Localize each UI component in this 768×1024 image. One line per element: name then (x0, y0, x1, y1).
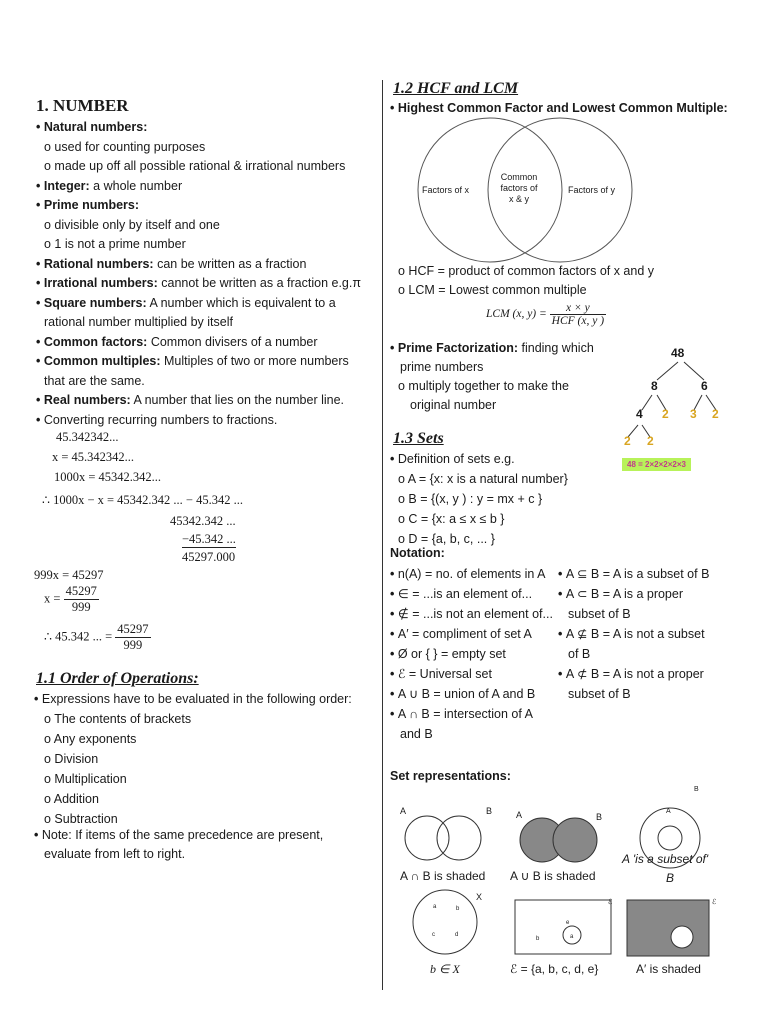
intersection-caption: A ∩ B is shaded (400, 869, 486, 883)
tree-node: 8 (651, 379, 658, 393)
notation-item: • A ⊈ B = A is not a subset (558, 624, 709, 644)
term: Common multiples: (43, 354, 161, 368)
pf-sub: o multiply together to make the (398, 379, 569, 393)
fraction-denominator: 999 (123, 638, 143, 652)
term: Prime Factorization: (397, 341, 519, 355)
term: Integer: (43, 178, 90, 193)
universal-caption: ℰ = {a, b, c, d, e} (510, 962, 599, 976)
definition-subitem: o made up off all possible rational & irrational numbers (44, 159, 346, 173)
math-line: 999x = 45297 (34, 568, 104, 582)
definition-subitem: o 1 is not a prime number (44, 237, 186, 251)
notation-item: • A ⊆ B = A is a subset of B (558, 564, 709, 584)
set-representations-title: Set representations: (390, 769, 511, 783)
notation-item: • A ⊄ B = A is not a proper (558, 664, 709, 684)
definition-subitem: o divisible only by itself and one (44, 217, 220, 232)
notation-item: subset of B (568, 687, 631, 701)
math-line: 45.342342... (56, 430, 119, 444)
term-text: finding which (518, 341, 594, 355)
tree-root: 48 (671, 346, 685, 360)
prime-factorization (390, 339, 594, 359)
math-fraction-result (44, 622, 151, 653)
tree-node: 6 (701, 379, 708, 393)
notation-item: • n(A) = no. of elements in A (390, 564, 553, 584)
set-definition: o A = {x: x is a natural number} (398, 472, 568, 486)
venn-label-common (496, 172, 542, 205)
definition-item (36, 274, 361, 294)
math-fraction-x (44, 584, 99, 615)
math-line: 45297.000 (182, 550, 236, 564)
label-a: A (516, 810, 523, 820)
tree-leaf: 2 (712, 407, 719, 421)
math-line: ∴ 1000x − x = 45342.342 ... − 45.342 ... (42, 493, 243, 507)
notation-title: Notation: (390, 546, 445, 560)
section-title-order: 1.1 Order of Operations: (36, 670, 199, 687)
subset-caption: A 'is a subset of' (622, 852, 709, 866)
term: Real numbers: (43, 393, 131, 407)
term: Common factors: (43, 334, 148, 349)
label-a: A (400, 806, 407, 816)
union-diagram (520, 818, 597, 862)
element-b: b (536, 936, 540, 942)
notation-item: • A ∪ B = union of A and B (390, 684, 553, 704)
definition-item (36, 294, 361, 314)
section-title-sets: 1.3 Sets (393, 430, 444, 447)
order-list (44, 709, 191, 829)
notation-item: • A ∩ B = intersection of A (390, 704, 553, 724)
number-definitions (36, 118, 361, 430)
universal-diagram (515, 900, 611, 954)
lcm-formula-left: LCM (x, y) = (486, 308, 547, 321)
label-a: A (666, 808, 671, 815)
venn-common-line: x & y (508, 194, 529, 204)
notation-item: and B (400, 727, 433, 741)
factor-result: 48 = 2×2×2×2×3 (622, 458, 691, 471)
definition-item (36, 352, 361, 372)
notation-item: • A ⊂ B = A is a proper (558, 584, 709, 604)
element-diagram (413, 890, 477, 954)
lcm-definition: o LCM = Lowest common multiple (398, 283, 587, 297)
term-text: can be written as a fraction (153, 256, 307, 271)
notation-item: • A′ = compliment of set A (390, 624, 553, 644)
definition-item (36, 391, 361, 411)
term: Natural numbers: (43, 120, 148, 134)
element-e: e (566, 920, 570, 926)
tree-leaf: 2 (662, 407, 669, 421)
definition-item (36, 333, 361, 353)
order-step: o Addition (44, 792, 99, 806)
tree-node: 4 (636, 407, 643, 421)
complement-caption: A′ is shaded (636, 962, 701, 976)
definition-item (36, 411, 361, 431)
term-text: a whole number (89, 178, 183, 193)
definition-subitem: o used for counting purposes (44, 139, 206, 154)
pf-sub: original number (410, 398, 497, 412)
element-caption: b ∈ X (430, 962, 460, 976)
label-universal: ℰ (608, 899, 613, 906)
lcm-formula (486, 302, 606, 327)
venn-label-y: Factors of y (568, 185, 616, 195)
notation-item: • Ø or { } = empty set (390, 644, 553, 664)
definition-item (36, 196, 361, 216)
term-text: cannot be written as a fraction e.g.π (157, 276, 361, 290)
order-step: o Multiplication (44, 772, 127, 786)
term-text: Converting recurring numbers to fractions. (43, 412, 278, 427)
hcf-definition: o HCF = product of common factors of x and y (398, 264, 655, 278)
venn-common-line: Common (500, 172, 538, 182)
term-text: Multiples of two or more numbers (160, 354, 349, 368)
math-fraction-left: x = (44, 591, 61, 606)
venn-label-x: Factors of x (422, 185, 470, 195)
element-d: d (455, 932, 459, 938)
fraction-numerator: 45297 (65, 584, 97, 598)
math-line: −45.342 ... (182, 532, 236, 546)
notation-item: of B (568, 647, 591, 661)
pf-cont: prime numbers (400, 360, 484, 374)
term: Rational numbers: (43, 256, 154, 271)
term-text: A number which is equivalent to a (146, 295, 336, 310)
order-note-cont: evaluate from left to right. (44, 847, 186, 861)
order-step: o Subtraction (44, 812, 118, 826)
fraction-denominator: HCF (x, y ) (551, 315, 605, 327)
recurring-working (42, 430, 382, 564)
order-step: o Any exponents (44, 732, 137, 746)
label-universal: ℰ (712, 899, 717, 906)
term-text: A number that lies on the number line. (130, 393, 345, 407)
math-fraction-left: ∴ 45.342 ... = (44, 629, 113, 644)
label-b: B (486, 806, 493, 816)
subset-caption-cont: B (666, 871, 675, 885)
fraction-numerator: 45297 (117, 622, 149, 636)
venn-common-line: factors of (500, 183, 538, 193)
notation-left-list (390, 564, 553, 744)
notation-right-list (558, 564, 709, 704)
union-caption: A ∪ B is shaded (510, 869, 596, 883)
definition-item (36, 118, 361, 138)
fraction-denominator: 999 (71, 600, 91, 614)
hcf-heading: • Highest Common Factor and Lowest Common Multiple: (390, 99, 728, 119)
tree-leaf: 2 (624, 434, 631, 448)
sets-definitions-list (398, 469, 568, 549)
math-line: x = 45.342342... (52, 450, 135, 464)
tree-leaf: 2 (647, 434, 654, 448)
tree-leaf: 3 (690, 407, 697, 421)
element-b: b (456, 906, 460, 912)
column-divider (382, 80, 383, 990)
order-step: o Division (44, 752, 99, 766)
order-note: • Note: If items of the same precedence are present, (34, 826, 323, 846)
definition-item (36, 177, 361, 197)
set-diagrams (395, 800, 755, 975)
set-definition: o D = {a, b, c, ... } (398, 532, 495, 546)
section-title-hcf: 1.2 HCF and LCM (393, 80, 519, 97)
order-intro: • Expressions have to be evaluated in the following order: (34, 690, 352, 710)
fraction-numerator: x × y (550, 302, 606, 315)
term-text: Common divisers of a number (147, 334, 318, 349)
notation-item: • ∈ = ...is an element of... (390, 584, 553, 604)
math-line: 1000x = 45342.342... (54, 470, 162, 484)
term: Square numbers: (43, 295, 147, 310)
section-title-number: 1. NUMBER (36, 96, 129, 115)
term: Irrational numbers: (43, 276, 158, 290)
element-a: a (433, 904, 437, 910)
notation-item: subset of B (568, 607, 631, 621)
label-b: B (596, 812, 603, 822)
complement-diagram (627, 900, 709, 956)
definition-continuation: rational number multiplied by itself (44, 315, 233, 329)
label-b: B (694, 786, 699, 793)
label-x: X (476, 892, 483, 902)
element-c: c (432, 932, 435, 938)
definition-continuation: that are the same. (44, 373, 145, 388)
set-definition: o B = {(x, y ) : y = mx + c } (398, 492, 543, 506)
intersection-diagram (405, 816, 481, 860)
element-a: a (570, 934, 574, 940)
math-line: 45342.342 ... (170, 514, 236, 528)
term: Prime numbers: (43, 198, 140, 212)
notation-item: • ∉ = ...is not an element of... (390, 604, 553, 624)
notation-item: • ℰ = Universal set (390, 664, 553, 684)
definition-item (36, 255, 361, 275)
order-step: o The contents of brackets (44, 712, 192, 726)
sets-definition: • Definition of sets e.g. (390, 450, 515, 470)
set-definition: o C = {x: a ≤ x ≤ b } (398, 512, 505, 526)
